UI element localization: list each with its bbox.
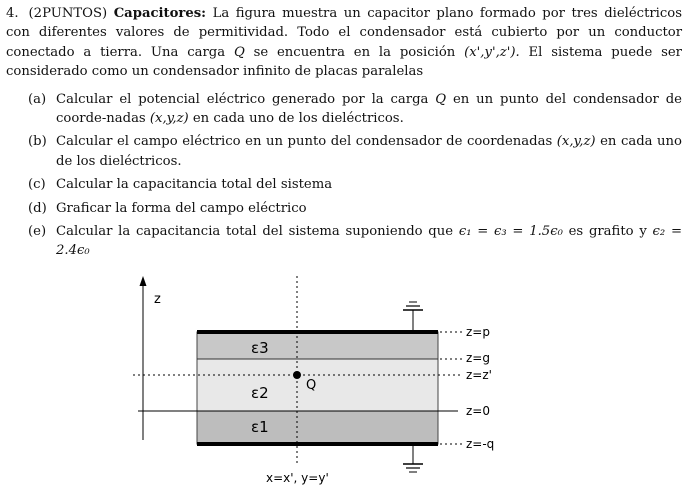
- question-label: (c): [28, 177, 46, 193]
- question-label: (d): [28, 200, 47, 216]
- charge-label: Q: [306, 378, 317, 393]
- problem-points: (2PUNTOS): [28, 6, 108, 21]
- bottom-plate: [197, 442, 438, 446]
- dielectric-2: [197, 359, 438, 411]
- question-text: Calcular el potencial eléctrico generado por la carga: [56, 91, 429, 107]
- label-z-z: z=z': [466, 368, 492, 382]
- question-text: en cada uno de los dieléctricos.: [192, 111, 404, 127]
- question-text: Graficar la forma del campo eléctrico: [56, 200, 307, 216]
- label-z-p: z=p: [466, 325, 490, 339]
- dielectric-1: [197, 411, 438, 444]
- question-label: (a): [28, 91, 47, 107]
- question-text: Calcular la capacitancia total del sistema suponiendo que: [56, 224, 454, 240]
- label-z-q: z=-q: [466, 437, 495, 451]
- problem-number: 4.: [6, 6, 19, 21]
- ground-bottom-icon: [403, 446, 423, 472]
- z-axis-arrow-icon: [140, 276, 147, 286]
- charge-point: [293, 371, 301, 379]
- statement-part-3: El sistema puede ser considerado como un condensador infinito de placas paralelas: [6, 44, 682, 80]
- question-var: ϵ₁ = ϵ₃ = 1.5ϵ₀: [458, 224, 563, 240]
- charge-symbol: Q: [233, 44, 245, 60]
- top-plate: [197, 330, 438, 334]
- dielectric-3: [197, 332, 438, 359]
- statement-part-1: La figura muestra un capacitor plano formado por tres dieléctricos con diferentes valores de permitividad. Todo el condensador está cubierto por un conductor conectado a tierra. Una carga: [6, 6, 682, 60]
- question-text: en cada uno de los dieléctricos.: [56, 134, 682, 169]
- question-label: (b): [28, 134, 47, 150]
- z-axis-label: z: [154, 292, 161, 307]
- question-var: ϵ₂ = 2.4ϵ₀: [56, 224, 682, 259]
- question-text: en un punto del condensador de coorde-nadas: [56, 91, 682, 127]
- label-xy: x=x', y=y': [266, 471, 329, 485]
- problem-title: Capacitores:: [113, 6, 207, 21]
- question-var: (x,y,z): [149, 111, 189, 127]
- ground-top-icon: [403, 302, 423, 330]
- label-z-g: z=g: [466, 351, 490, 365]
- question-text: es grafito y: [568, 224, 647, 240]
- layer-label-e2: ε2: [251, 384, 269, 402]
- statement-part-2: se encuentra en la posición: [253, 44, 456, 60]
- label-z-0: z=0: [466, 404, 490, 418]
- layer-label-e3: ε3: [251, 339, 269, 357]
- question-text: Calcular la capacitancia total del sistema: [56, 177, 333, 193]
- charge-position: (x',y',z').: [464, 44, 520, 60]
- question-text: Calcular el campo eléctrico en un punto del condensador de coordenadas: [56, 134, 553, 150]
- question-label: (e): [28, 224, 47, 240]
- question-var: Q: [435, 91, 447, 107]
- layer-label-e1: ε1: [251, 418, 269, 436]
- question-var: (x,y,z): [556, 134, 596, 150]
